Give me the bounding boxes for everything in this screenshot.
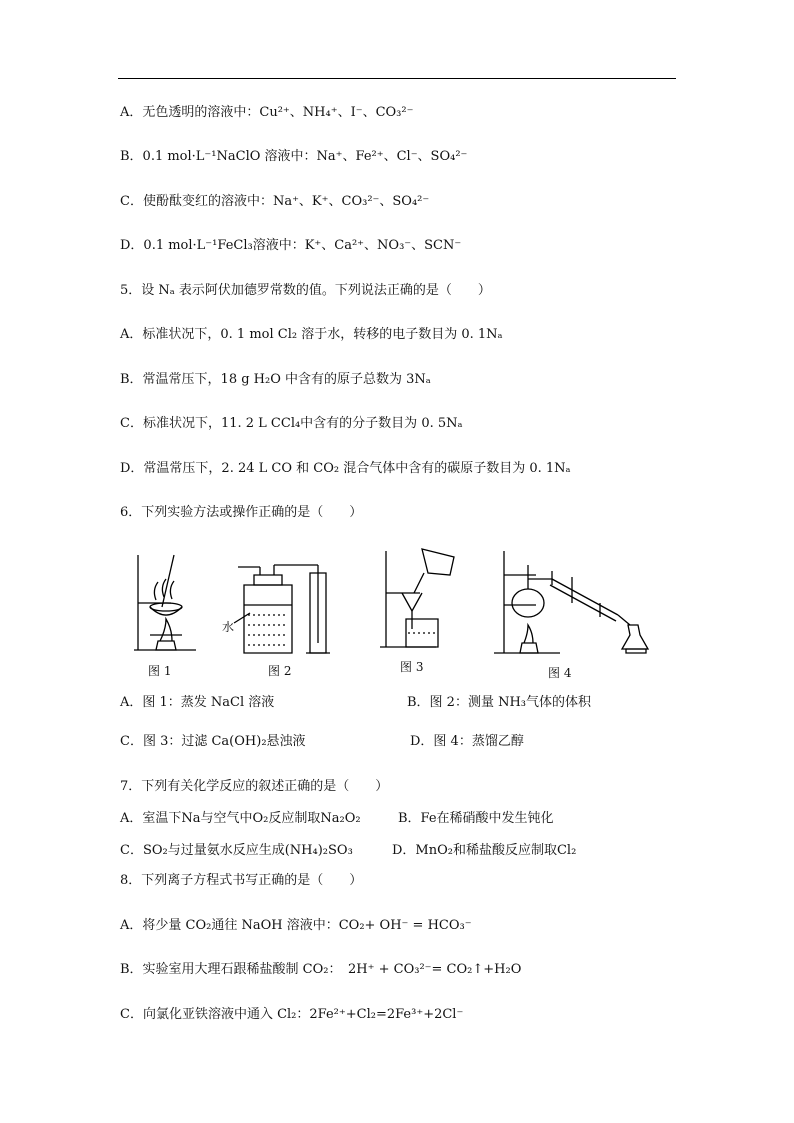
q4-option-d: D．0.1 mol·L⁻¹FeCl₃溶液中：K⁺、Ca²⁺、NO₃⁻、SCN⁻ [120,238,462,253]
q6-option-b: B．图 2：测量 NH₃气体的体积 [407,695,592,710]
figure-1-evaporation [126,545,206,660]
q8-option-a: A．将少量 CO₂通往 NaOH 溶液中：CO₂+ OH⁻ = HCO₃⁻ [120,918,472,933]
figure-3-filtration [376,545,466,660]
q4-option-b: B．0.1 mol·L⁻¹NaClO 溶液中：Na⁺、Fe²⁺、Cl⁻、SO₄²⁻ [120,149,468,164]
figure-4-caption: 图 4 [548,666,572,680]
header-rule [118,78,676,79]
q8-option-b: B．实验室用大理石跟稀盐酸制 CO₂： 2H⁺ + CO₃²⁻= CO₂↑+H₂O [120,962,522,977]
q7-option-b: B．Fe在稀硝酸中发生钝化 [398,811,554,826]
figure-2-caption: 图 2 [268,664,292,678]
q8-option-c: C．向氯化亚铁溶液中通入 Cl₂：2Fe²⁺+Cl₂=2Fe³⁺+2Cl⁻ [120,1007,464,1022]
q6-option-c: C．图 3：过滤 Ca(OH)₂悬浊液 [120,734,306,749]
q7-stem: 7．下列有关化学反应的叙述正确的是（ ） [120,779,389,794]
q7-option-d: D．MnO₂和稀盐酸反应制取Cl₂ [392,843,577,858]
figure-4-distillation [490,545,655,660]
figure-2-gas-volume [226,545,336,660]
q4-option-c: C．使酚酞变红的溶液中：Na⁺、K⁺、CO₃²⁻、SO₄²⁻ [120,194,430,209]
q5-stem: 5．设 Nₐ 表示阿伏加德罗常数的值。下列说法正确的是（ ） [120,283,491,298]
q6-option-d: D．图 4：蒸馏乙醇 [410,734,524,749]
q6-option-a: A．图 1：蒸发 NaCl 溶液 [120,695,275,710]
figure-2-water-label: 水 [222,620,235,634]
q5-option-a: A．标准状况下，0. 1 mol Cl₂ 溶于水，转移的电子数目为 0. 1Nₐ [120,327,503,342]
q7-option-a: A．室温下Na与空气中O₂反应制取Na₂O₂ [120,811,361,826]
figure-3-caption: 图 3 [400,660,424,674]
q5-option-d: D．常温常压下，2. 24 L CO 和 CO₂ 混合气体中含有的碳原子数目为 0. 1Nₐ [120,461,571,476]
q5-option-c: C．标准状况下，11. 2 L CCl₄中含有的分子数目为 0. 5Nₐ [120,416,463,431]
q6-stem: 6．下列实验方法或操作正确的是（ ） [120,505,363,520]
q4-option-a: A．无色透明的溶液中：Cu²⁺、NH₄⁺、I⁻、CO₃²⁻ [120,105,414,120]
q5-option-b: B．常温常压下，18 g H₂O 中含有的原子总数为 3Nₐ [120,372,431,387]
figure-1-caption: 图 1 [148,664,172,678]
q8-stem: 8．下列离子方程式书写正确的是（ ） [120,873,363,888]
q7-option-c: C．SO₂与过量氨水反应生成(NH₄)₂SO₃ [120,843,353,858]
